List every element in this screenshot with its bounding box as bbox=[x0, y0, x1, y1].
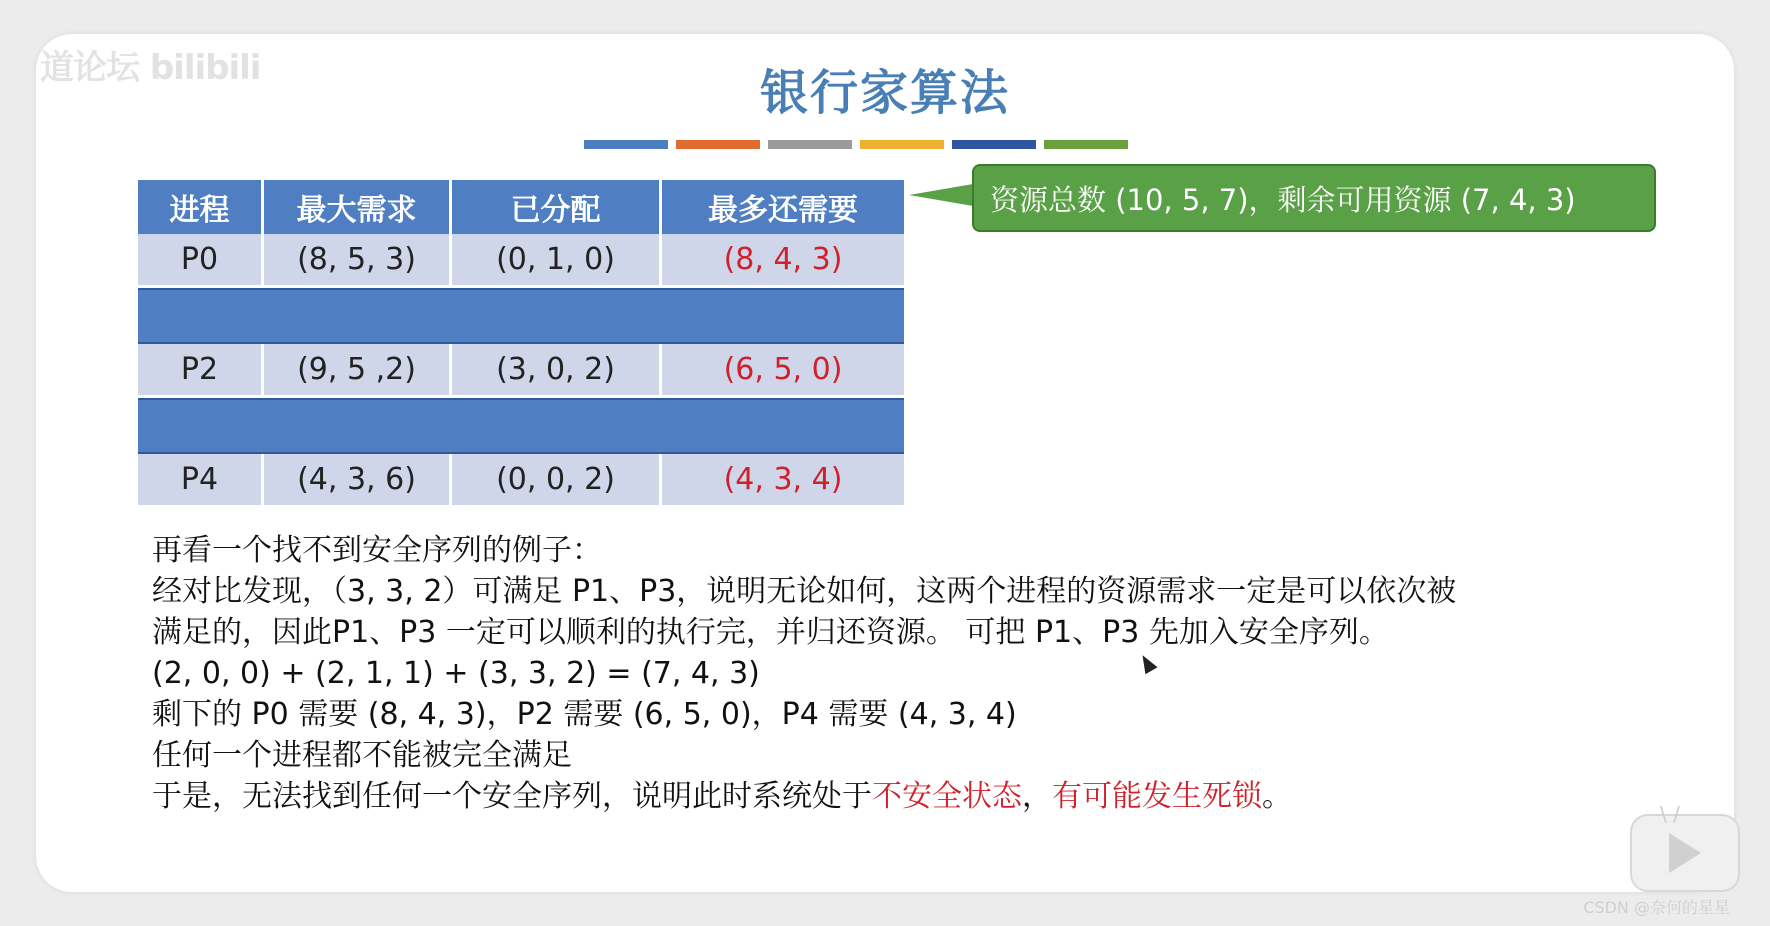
explanation-text bbox=[152, 530, 1712, 817]
header-cell: 进程 bbox=[138, 180, 264, 234]
max-cell: (4, 3, 6) bbox=[264, 454, 452, 508]
text-line: 任何一个进程都不能被完全满足 bbox=[152, 738, 572, 773]
callout-pointer bbox=[909, 184, 973, 206]
text-line: 满足的，因此P1、P3 一定可以顺利的执行完，并归还资源。 可把 P1、P3 先加入安全序列。 bbox=[152, 615, 1389, 650]
color-bar-seg bbox=[1044, 140, 1128, 149]
play-icon bbox=[1669, 833, 1701, 873]
header-cell: 最多还需要 bbox=[662, 180, 904, 234]
color-bar-seg bbox=[952, 140, 1036, 149]
text-line: 经对比发现，（3, 3, 2）可满足 P1、P3，说明无论如何，这两个进程的资源需求一定是可以依次被 bbox=[152, 574, 1457, 609]
max-cell: (8, 5, 3) bbox=[264, 234, 452, 288]
need-cell: (8, 4, 3) bbox=[662, 234, 904, 288]
alloc-cell: (3, 0, 2) bbox=[452, 344, 662, 398]
table-row bbox=[138, 234, 904, 288]
text-line: 剩下的 P0 需要 (8, 4, 3)，P2 需要 (6, 5, 0)，P4 需要 (4, 3, 4) bbox=[152, 697, 1017, 732]
table-row bbox=[138, 454, 904, 508]
alloc-cell: (0, 1, 0) bbox=[452, 234, 662, 288]
color-bar-seg bbox=[584, 140, 668, 149]
text-segment: 。 bbox=[1262, 779, 1292, 814]
slide bbox=[36, 34, 1734, 892]
text-segment: 于是，无法找到任何一个安全序列，说明此时系统处于 bbox=[152, 779, 872, 814]
process-cell: P0 bbox=[138, 234, 264, 288]
color-bar bbox=[584, 140, 1128, 149]
max-cell: (9, 5 ,2) bbox=[264, 344, 452, 398]
need-cell: (6, 5, 0) bbox=[662, 344, 904, 398]
table-header bbox=[138, 180, 904, 234]
text-line: 再看一个找不到安全序列的例子： bbox=[152, 533, 602, 568]
unsafe-state-text: 不安全状态 bbox=[872, 779, 1022, 814]
table-row bbox=[138, 344, 904, 398]
process-table bbox=[138, 180, 904, 508]
text-line-conclusion bbox=[152, 776, 1712, 817]
text-line: (2, 0, 0) + (2, 1, 1) + (3, 3, 2) = (7, 4, 3) bbox=[152, 656, 760, 691]
need-cell: (4, 3, 4) bbox=[662, 454, 904, 508]
header-cell: 已分配 bbox=[452, 180, 662, 234]
hidden-row bbox=[138, 398, 904, 454]
text-segment: ， bbox=[1022, 779, 1052, 814]
alloc-cell: (0, 0, 2) bbox=[452, 454, 662, 508]
process-cell: P2 bbox=[138, 344, 264, 398]
play-button[interactable] bbox=[1630, 802, 1740, 892]
watermark: 道论坛 bilibili bbox=[40, 48, 261, 88]
deadlock-text: 有可能发生死锁 bbox=[1052, 779, 1262, 814]
tv-ears-icon: \ / bbox=[1660, 802, 1680, 826]
footer-watermark: CSDN @奈何的星星 bbox=[1583, 898, 1730, 917]
header-cell: 最大需求 bbox=[264, 180, 452, 234]
hidden-row bbox=[138, 288, 904, 344]
color-bar-seg bbox=[676, 140, 760, 149]
resource-callout: 资源总数 (10, 5, 7)，剩余可用资源 (7, 4, 3) bbox=[972, 164, 1656, 232]
process-cell: P4 bbox=[138, 454, 264, 508]
slide-title: 银行家算法 bbox=[759, 65, 1010, 121]
color-bar-seg bbox=[768, 140, 852, 149]
color-bar-seg bbox=[860, 140, 944, 149]
